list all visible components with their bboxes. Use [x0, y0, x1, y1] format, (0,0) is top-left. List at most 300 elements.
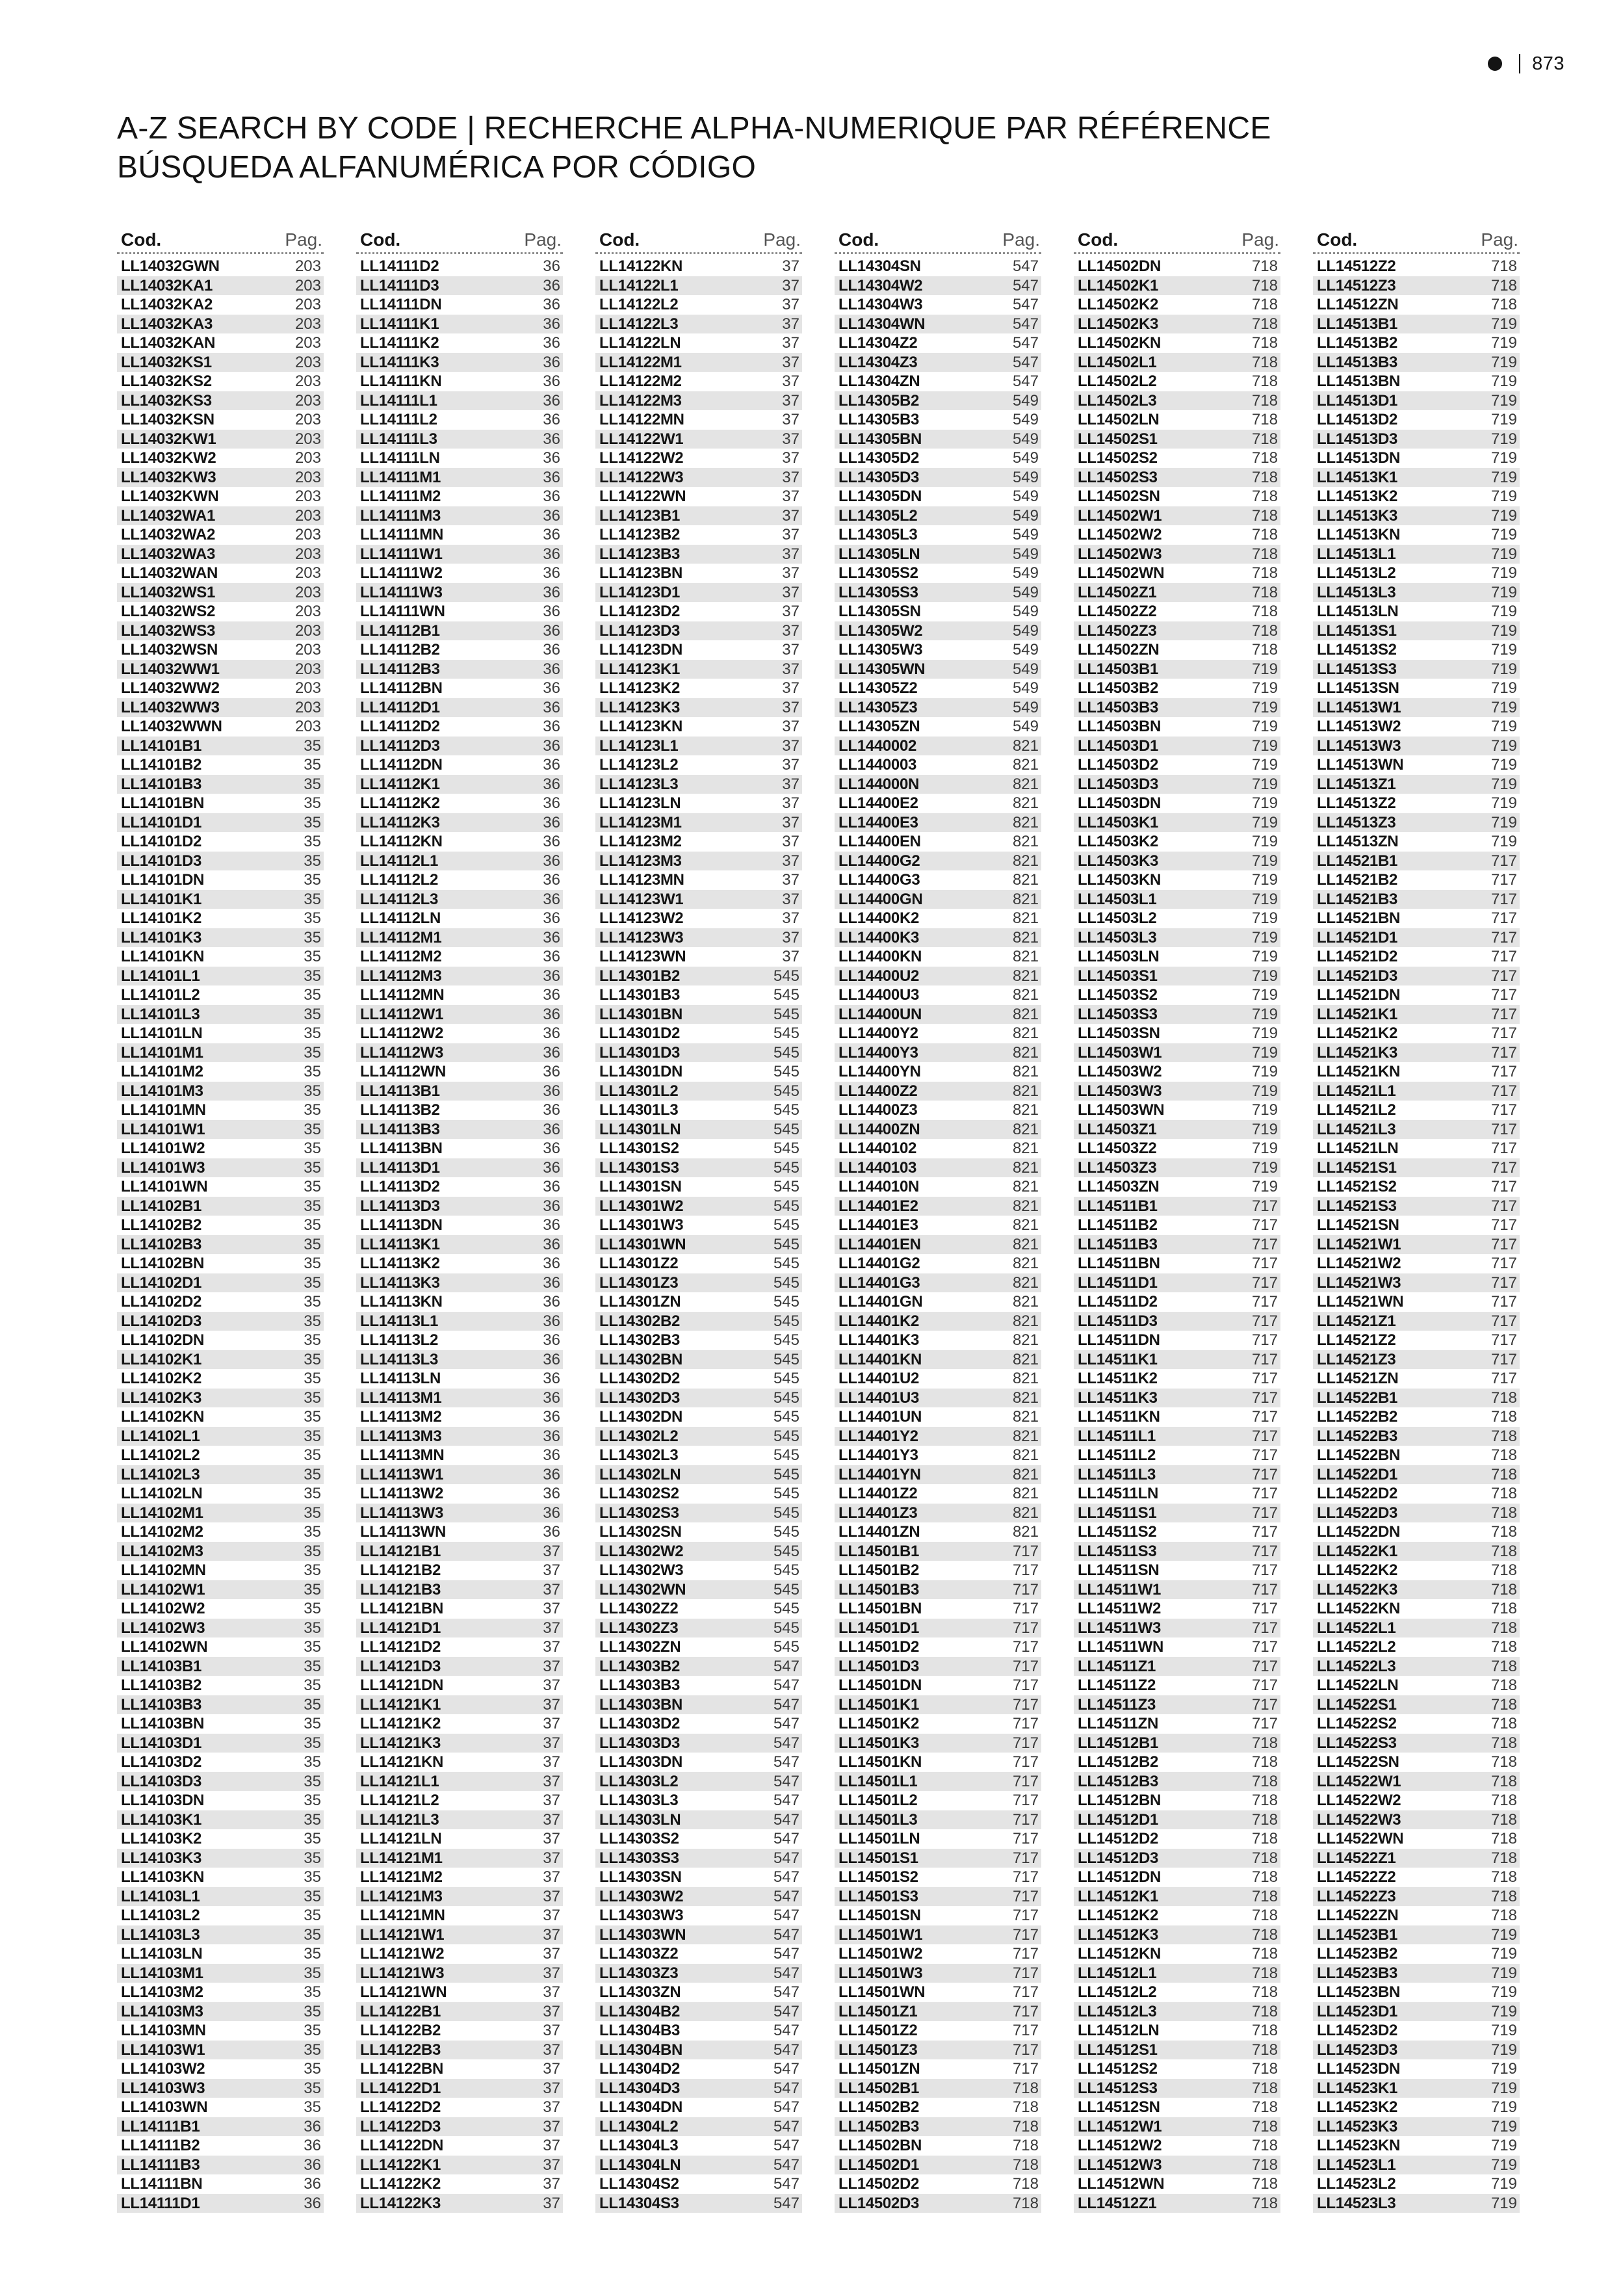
index-row: [1074, 755, 1280, 775]
page-reference: 37: [782, 679, 799, 697]
page-reference: 719: [1251, 1024, 1278, 1042]
page-reference: 37: [782, 506, 799, 525]
product-code: LL14305D2: [838, 449, 920, 467]
page-reference: 719: [1490, 2194, 1517, 2212]
index-row: [595, 1082, 802, 1101]
page-reference: 719: [1490, 737, 1517, 755]
product-code: LL14122D2: [360, 2098, 441, 2116]
product-code: LL14305S3: [838, 583, 918, 601]
product-code: LL14513W2: [1317, 718, 1401, 735]
product-code: LL14301L2: [599, 1082, 679, 1100]
product-code: LL14032KSN: [121, 411, 214, 428]
page-reference: 36: [543, 583, 560, 601]
index-row: [595, 315, 802, 334]
product-code: LL14301D2: [599, 1024, 681, 1042]
product-code: LL14302B2: [599, 1312, 681, 1330]
product-code: LL14523L2: [1317, 2175, 1396, 2193]
product-code: LL14113MN: [360, 1446, 445, 1464]
column-entries: [595, 257, 802, 2213]
index-row: [356, 967, 563, 986]
product-code: LL14123K3: [599, 698, 681, 716]
product-code: LL14302S2: [599, 1485, 679, 1502]
index-row: [117, 621, 324, 641]
product-code: LL14502Z3: [1078, 621, 1157, 640]
index-row: [595, 506, 802, 526]
product-code: LL14511Z2: [1078, 1676, 1156, 1694]
index-row: [117, 1657, 324, 1676]
product-code: LL14400U2: [838, 967, 920, 985]
index-row: [117, 1983, 324, 2002]
index-row: [356, 1139, 563, 1158]
page-reference: 718: [1490, 1638, 1517, 1656]
product-code: LL14303S2: [599, 1830, 679, 1847]
index-row: [117, 1465, 324, 1485]
page-reference: 37: [782, 928, 799, 946]
product-code: LL14112K2: [360, 794, 440, 812]
product-code: LL14123W3: [599, 928, 684, 946]
product-code: LL14112BN: [360, 679, 443, 697]
page-reference: 36: [543, 948, 560, 965]
page-reference: 35: [304, 794, 321, 812]
index-row: [356, 1273, 563, 1293]
page-reference: 719: [1490, 564, 1517, 582]
index-row: [1074, 832, 1280, 852]
page-reference: 719: [1490, 660, 1517, 678]
page-reference: 35: [304, 1868, 321, 1886]
index-row: [595, 353, 802, 372]
product-code: LL14502K1: [1078, 276, 1159, 294]
product-code: LL14400GN: [838, 890, 923, 908]
index-row: [1074, 1983, 1280, 2002]
page-reference: 36: [543, 852, 560, 870]
page-reference: 36: [543, 1024, 560, 1042]
index-row: [595, 430, 802, 449]
page-reference: 717: [1490, 1101, 1517, 1119]
product-code: LL14112W2: [360, 1024, 444, 1042]
page-reference: 35: [304, 1619, 321, 1637]
page-reference: 36: [543, 1446, 560, 1464]
page-reference: 203: [294, 468, 321, 486]
product-code: LL14122B2: [360, 2022, 441, 2039]
page-reference: 36: [543, 1197, 560, 1215]
page-reference: 36: [543, 391, 560, 410]
index-row: [595, 660, 802, 679]
page-reference: 549: [1012, 603, 1039, 620]
product-code: LL14302L2: [599, 1427, 679, 1445]
index-row: [117, 1676, 324, 1695]
product-code: LL14103LN: [121, 1945, 203, 1963]
index-row: [1074, 1580, 1280, 1600]
product-code: LL14103B2: [121, 1676, 202, 1694]
page-reference: 718: [1490, 1657, 1517, 1675]
page-reference: 545: [773, 1427, 799, 1445]
page-reference: 717: [1012, 1868, 1039, 1886]
page-reference: 821: [1012, 1331, 1039, 1349]
index-row: [117, 1197, 324, 1216]
product-code: LL14122W2: [599, 449, 684, 467]
index-row: [356, 1101, 563, 1120]
product-code: LL14511W2: [1078, 1600, 1162, 1617]
product-code: LL14032KS2: [121, 372, 212, 390]
product-code: LL14401U2: [838, 1370, 920, 1387]
index-row: [356, 1714, 563, 1734]
index-row: [117, 2156, 324, 2175]
page-reference: 717: [1012, 1600, 1039, 1617]
product-code: LL14512DN: [1078, 1868, 1162, 1886]
product-code: LL14502K3: [1078, 315, 1159, 333]
product-code: LL14112L2: [360, 871, 439, 889]
product-code: LL14112LN: [360, 909, 441, 927]
product-code: LL14521Z1: [1317, 1312, 1396, 1330]
index-row: [835, 1734, 1041, 1753]
product-code: LL14122L1: [599, 276, 679, 294]
index-row: [1313, 1465, 1520, 1485]
product-code: LL14502W2: [1078, 526, 1162, 543]
index-row: [835, 1484, 1041, 1504]
product-code: LL14113W3: [360, 1504, 444, 1522]
product-code: LL14511KN: [1078, 1408, 1160, 1426]
page-reference: 719: [1251, 813, 1278, 831]
page-reference: 717: [1490, 1158, 1517, 1177]
index-row: [117, 1312, 324, 1331]
product-code: LL14512SN: [1078, 2098, 1160, 2116]
page-reference: 35: [304, 1945, 321, 1963]
page-reference: 717: [1012, 2041, 1039, 2059]
page-reference: 719: [1490, 526, 1517, 543]
index-row: [595, 1887, 802, 1907]
index-row: [356, 315, 563, 334]
page-reference: 203: [294, 296, 321, 313]
product-code: LL14112B1: [360, 621, 440, 640]
index-row: [1074, 1772, 1280, 1792]
index-row: [117, 353, 324, 372]
page-reference: 203: [294, 603, 321, 620]
index-row: [835, 1637, 1041, 1657]
product-code: LL14103MN: [121, 2022, 206, 2039]
page-reference: 718: [1012, 2156, 1039, 2174]
product-code: LL14112D3: [360, 737, 440, 755]
page-reference: 37: [543, 1983, 560, 2001]
product-code: LL14032KS1: [121, 353, 212, 371]
product-code: LL14113B1: [360, 1082, 440, 1100]
product-code: LL14503B2: [1078, 679, 1159, 697]
index-row: [1313, 276, 1520, 296]
index-row: [1074, 1331, 1280, 1350]
page-reference: 37: [782, 372, 799, 390]
product-code: LL14522S1: [1317, 1695, 1397, 1714]
page-reference: 203: [294, 257, 321, 275]
product-code: LL14101LN: [121, 1024, 203, 1042]
product-code: LL1440003: [838, 756, 917, 774]
product-code: LL14113M2: [360, 1408, 442, 1426]
page-reference: 718: [1251, 1907, 1278, 1924]
index-row: [356, 775, 563, 794]
code-header: Cod.: [599, 229, 640, 250]
product-code: LL14512D2: [1078, 1830, 1159, 1847]
page-reference: 821: [1012, 1350, 1039, 1368]
index-row: [835, 1695, 1041, 1715]
page-reference: 717: [1012, 1580, 1039, 1598]
page-reference: 37: [782, 545, 799, 563]
page-reference: 35: [304, 1140, 321, 1157]
index-row: [1074, 1714, 1280, 1734]
page-reference: 36: [543, 1120, 560, 1138]
product-code: LL14401KN: [838, 1350, 922, 1368]
index-row: [117, 333, 324, 353]
page-reference: 36: [543, 1350, 560, 1368]
page-reference: 718: [1251, 526, 1278, 543]
index-row: [117, 928, 324, 948]
index-row: [1074, 1235, 1280, 1255]
index-row: [835, 1983, 1041, 2002]
page-reference: 719: [1490, 1925, 1517, 1944]
product-code: LL14401Y3: [838, 1446, 918, 1464]
product-code: LL14511K2: [1078, 1370, 1158, 1387]
page-reference: 35: [304, 1331, 321, 1349]
page-reference: 717: [1490, 1350, 1517, 1368]
product-code: LL14111WN: [360, 603, 445, 620]
product-code: LL14032WA1: [121, 506, 216, 525]
page-reference: 718: [1490, 1446, 1517, 1464]
index-row: [835, 1753, 1041, 1772]
index-row: [595, 1619, 802, 1638]
product-code: LL14123KN: [599, 718, 683, 735]
index-row: [356, 1906, 563, 1925]
product-code: LL14113L1: [360, 1312, 439, 1330]
page-reference: 35: [304, 1178, 321, 1195]
product-code: LL14113D2: [360, 1178, 440, 1195]
product-code: LL14113K1: [360, 1235, 440, 1253]
page-reference: 717: [1012, 1734, 1039, 1752]
product-code: LL14503DN: [1078, 794, 1162, 812]
page-reference: 717: [1490, 871, 1517, 889]
index-row: [1313, 1235, 1520, 1255]
index-row: [117, 1082, 324, 1101]
product-code: LL14513W3: [1317, 737, 1401, 755]
page-reference: 717: [1490, 1082, 1517, 1100]
page-reference: 37: [543, 1561, 560, 1579]
page-reference: 717: [1012, 2022, 1039, 2039]
page-reference: 35: [304, 1849, 321, 1867]
page-reference: 718: [1251, 2041, 1278, 2059]
page-reference: 718: [1490, 257, 1517, 275]
page-reference: 547: [773, 2156, 799, 2174]
product-code: LL14400UN: [838, 1005, 922, 1023]
page-reference: 719: [1490, 506, 1517, 525]
index-row: [595, 698, 802, 718]
product-code: LL14103K1: [121, 1810, 202, 1829]
page-reference: 719: [1490, 775, 1517, 793]
product-code: LL14511L1: [1078, 1427, 1156, 1445]
page-reference: 35: [304, 1293, 321, 1311]
index-row: [117, 2079, 324, 2098]
index-row: [835, 1849, 1041, 1868]
page-reference: 821: [1012, 1312, 1039, 1330]
page-reference: 821: [1012, 1140, 1039, 1157]
product-code: LL14305ZN: [838, 718, 920, 735]
index-row: [835, 2117, 1041, 2137]
index-row: [1074, 468, 1280, 488]
index-row: [835, 295, 1041, 315]
index-row: [1074, 1542, 1280, 1561]
page-reference: 717: [1251, 1273, 1278, 1292]
product-code: LL14304BN: [599, 2041, 683, 2059]
page-reference: 718: [1251, 2194, 1278, 2212]
index-row: [356, 2098, 563, 2117]
index-row: [117, 1695, 324, 1715]
product-code: LL14032WW2: [121, 679, 220, 697]
page-reference: 717: [1251, 1504, 1278, 1522]
product-code: LL14103BN: [121, 1715, 205, 1732]
product-code: LL14102DN: [121, 1331, 205, 1349]
product-code: LL14502B3: [838, 2117, 920, 2135]
index-row: [356, 1772, 563, 1792]
page-reference: 719: [1251, 967, 1278, 985]
page-reference: 717: [1012, 1925, 1039, 1944]
product-code: LL14111B3: [121, 2156, 200, 2174]
product-code: LL14303B2: [599, 1657, 681, 1675]
page-reference: 35: [304, 1830, 321, 1847]
product-code: LL14512K2: [1078, 1907, 1159, 1924]
product-code: LL14113DN: [360, 1216, 443, 1234]
index-row: [356, 1964, 563, 1983]
page-reference: 717: [1251, 1485, 1278, 1502]
page-reference: 35: [304, 1485, 321, 1502]
product-code: LL14123W1: [599, 890, 684, 908]
page-reference: 37: [543, 2156, 560, 2174]
page-reference: 717: [1490, 1140, 1517, 1157]
index-row: [356, 1791, 563, 1810]
page-reference: 718: [1490, 296, 1517, 313]
product-code: LL14503B1: [1078, 660, 1159, 678]
page-reference: 545: [773, 1408, 799, 1426]
index-row: [117, 1619, 324, 1638]
index-row: [1313, 832, 1520, 852]
index-column-6: [1313, 228, 1520, 2213]
page-reference: 36: [543, 545, 560, 563]
index-row: [835, 1235, 1041, 1255]
page-reference: 35: [304, 1063, 321, 1080]
index-row: [356, 2136, 563, 2156]
page-reference: 549: [1012, 468, 1039, 486]
index-row: [595, 852, 802, 871]
index-row: [356, 2059, 563, 2079]
page-reference: 36: [543, 1408, 560, 1426]
index-row: [595, 1944, 802, 1964]
page-reference: 545: [773, 1350, 799, 1368]
page-reference: 36: [543, 1216, 560, 1234]
product-code: LL14123M3: [599, 852, 682, 870]
index-row: [117, 1753, 324, 1772]
index-row: [117, 257, 324, 276]
product-code: LL14123DN: [599, 641, 683, 659]
page-reference: 821: [1012, 1485, 1039, 1502]
product-code: LL14123D2: [599, 603, 681, 620]
index-row: [1313, 1273, 1520, 1293]
index-column-1: [117, 228, 324, 2213]
page-reference: 35: [304, 1523, 321, 1541]
index-row: [1313, 1849, 1520, 1868]
product-code: LL14401YN: [838, 1465, 921, 1483]
page-reference: 821: [1012, 1120, 1039, 1138]
product-code: LL14121B2: [360, 1561, 441, 1579]
page-reference: 549: [1012, 545, 1039, 563]
page-reference: 719: [1490, 1945, 1517, 1963]
page-reference: 547: [773, 1830, 799, 1847]
product-code: LL14304S2: [599, 2175, 679, 2193]
product-code: LL14303BN: [599, 1695, 683, 1714]
page-reference: 36: [543, 1235, 560, 1253]
page-reference: 203: [294, 411, 321, 428]
product-code: LL14503L1: [1078, 890, 1157, 908]
index-row: [1313, 1522, 1520, 1542]
index-row: [595, 679, 802, 698]
page-reference: 717: [1490, 1312, 1517, 1330]
index-row: [595, 1753, 802, 1772]
index-row: [356, 717, 563, 737]
page-reference: 36: [543, 986, 560, 1004]
page-reference: 37: [543, 1600, 560, 1617]
index-row: [835, 1082, 1041, 1101]
product-code: LL14103M3: [121, 2002, 203, 2020]
index-row: [356, 947, 563, 967]
page-reference: 35: [304, 813, 321, 831]
index-row: [1074, 1177, 1280, 1197]
product-code: LL14101D2: [121, 833, 202, 850]
index-row: [1074, 525, 1280, 545]
product-code: LL14502L2: [1078, 372, 1157, 390]
product-code: LL14303D2: [599, 1715, 681, 1732]
page-reference: 35: [304, 1101, 321, 1119]
index-row: [835, 430, 1041, 449]
page-reference: 719: [1251, 775, 1278, 793]
index-row: [117, 1484, 324, 1504]
index-row: [595, 1312, 802, 1331]
product-code: LL14121W1: [360, 1925, 445, 1944]
index-row: [1074, 947, 1280, 967]
index-row: [835, 1580, 1041, 1600]
product-code: LL14111W3: [360, 583, 443, 601]
page-reference: 36: [543, 1273, 560, 1292]
index-row: [595, 947, 802, 967]
index-row: [117, 583, 324, 603]
product-code: LL14501K2: [838, 1715, 920, 1732]
product-code: LL14513D3: [1317, 430, 1398, 448]
page-reference: 35: [304, 1638, 321, 1656]
page-reference: 718: [1251, 391, 1278, 410]
index-column-2: [356, 228, 563, 2213]
index-row: [117, 1446, 324, 1465]
index-row: [835, 353, 1041, 372]
page-reference: 821: [1012, 967, 1039, 985]
index-row: [835, 890, 1041, 909]
page-reference: 37: [782, 833, 799, 850]
product-code: LL14101D1: [121, 813, 202, 831]
product-code: LL14501S1: [838, 1849, 918, 1867]
product-code: LL14112M3: [360, 967, 442, 985]
index-row: [835, 852, 1041, 871]
product-code: LL14101W2: [121, 1140, 205, 1157]
page-reference: 37: [543, 1695, 560, 1714]
product-code: LL14121L2: [360, 1792, 439, 1809]
index-row: [356, 755, 563, 775]
index-row: [595, 583, 802, 603]
index-row: [1313, 1504, 1520, 1523]
page-reference: 717: [1490, 852, 1517, 870]
header-divider: [1519, 54, 1520, 73]
code-header: Cod.: [1078, 229, 1119, 250]
page-reference: 203: [294, 391, 321, 410]
